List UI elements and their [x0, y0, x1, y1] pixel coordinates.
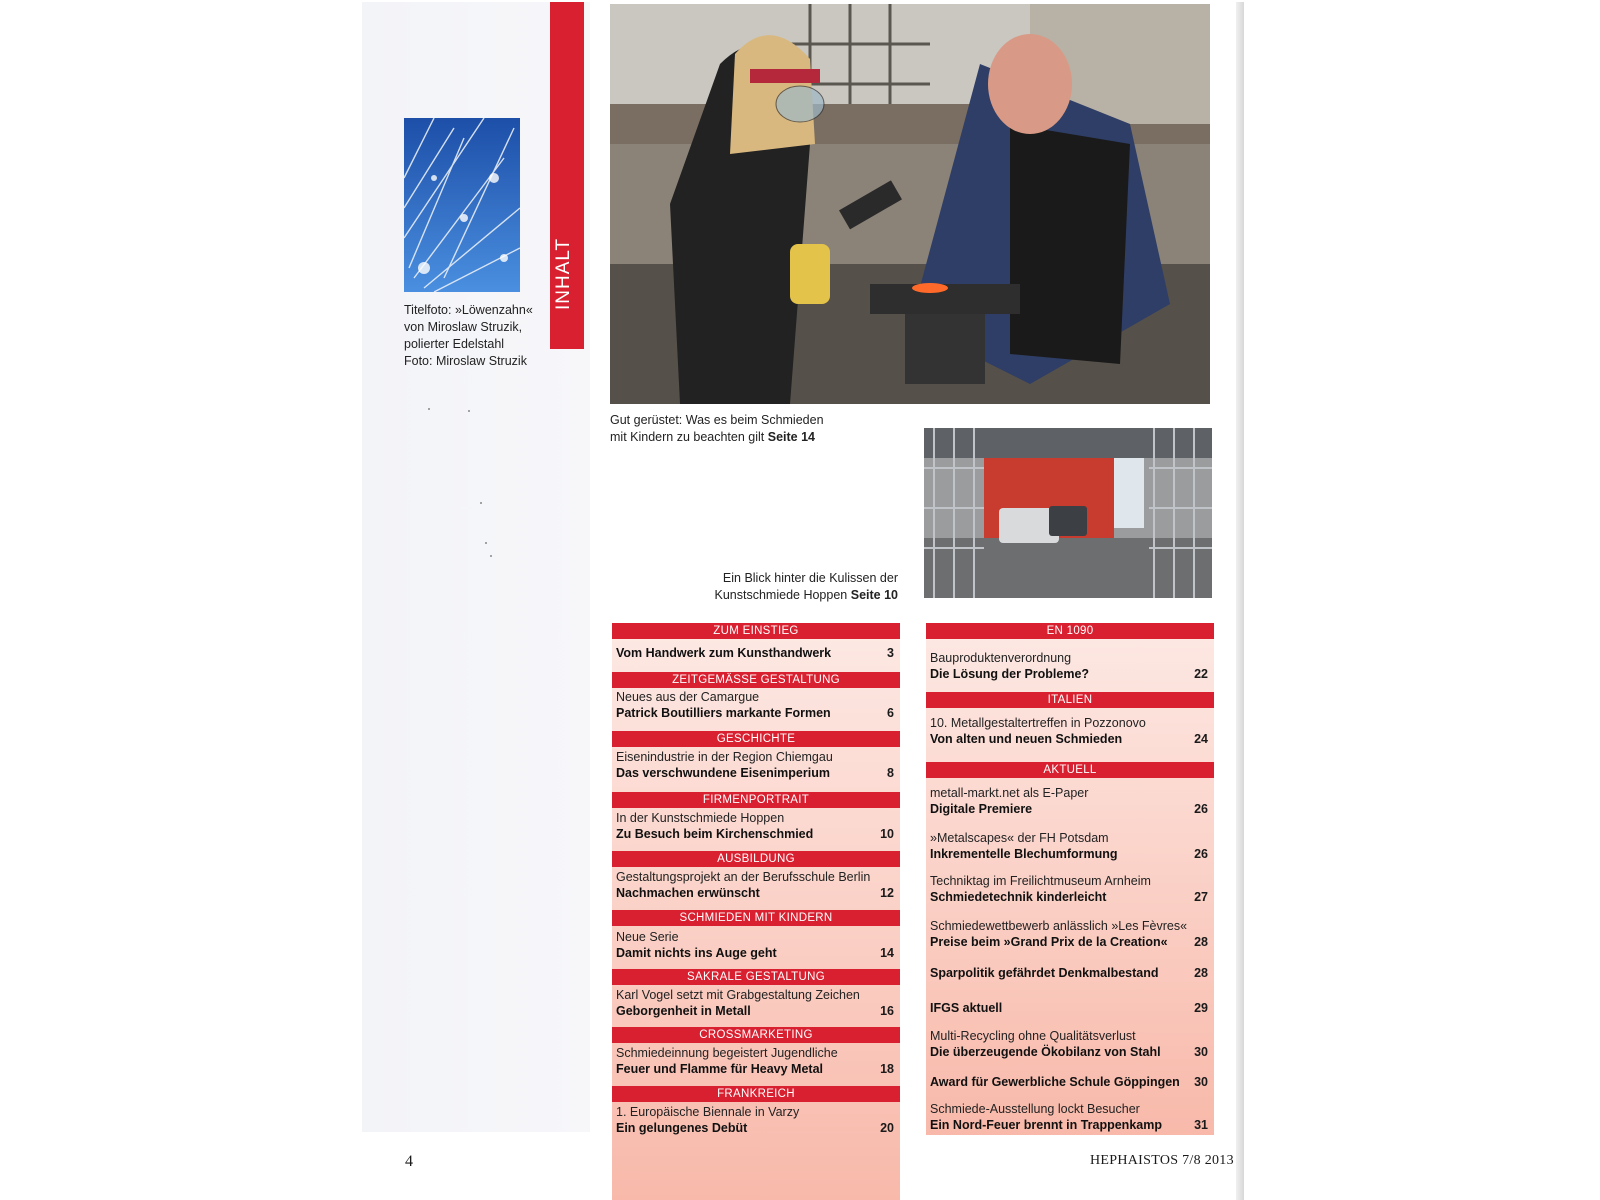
hoppen-caption-line [660, 587, 898, 604]
toc-entry-subtitle: Schmiedeinnung begeistert Jugendliche [616, 1046, 838, 1060]
toc-section-header: ZEITGEMÄSSE GESTALTUNG [612, 672, 900, 688]
toc-entry-subtitle: Schmiedewettbewerb anlässlich »Les Fèvres« [930, 919, 1188, 933]
toc-section-header: FIRMENPORTRAIT [612, 792, 900, 808]
toc-entry[interactable] [930, 965, 1210, 981]
toc-section-header: EN 1090 [926, 623, 1214, 639]
toc-entry-page: 26 [1194, 847, 1208, 861]
forging-caption-page: Seite 14 [767, 430, 816, 444]
forging-caption-line: Gut gerüstet: Was es beim Schmieden [610, 413, 824, 427]
toc-entry-page: 26 [1194, 802, 1208, 816]
toc-entry-page: 30 [1194, 1075, 1208, 1089]
toc-entry[interactable] [616, 810, 896, 842]
forging-photo-caption [610, 412, 910, 446]
toc-entry-subtitle: Neues aus der Camargue [616, 690, 760, 704]
toc-entry-title: Vom Handwerk zum Kunsthandwerk [616, 646, 832, 660]
toc-entry-page: 8 [887, 766, 894, 780]
toc-entry[interactable] [616, 645, 896, 661]
hoppen-photo-caption [660, 570, 898, 604]
toc-entry-title: IFGS aktuell [930, 1001, 1003, 1015]
cover-photo-caption [404, 302, 554, 370]
hoppen-caption-line: Ein Blick hinter die Kulissen der [722, 571, 898, 585]
scan-speck [480, 502, 482, 504]
toc-entry-subtitle: Schmiede-Ausstellung lockt Besucher [930, 1102, 1140, 1116]
toc-section-header: CROSSMARKETING [612, 1027, 900, 1043]
toc-section-header: AKTUELL [926, 762, 1214, 778]
cover-caption-line: polierter Edelstahl [404, 337, 505, 351]
scan-speck [428, 408, 430, 410]
toc-entry-title: Von alten und neuen Schmieden [930, 732, 1123, 746]
toc-section-header: GESCHICHTE [612, 731, 900, 747]
toc-entry[interactable] [616, 1104, 896, 1136]
toc-entry-title: Inkrementelle Blechumformung [930, 847, 1118, 861]
toc-entry[interactable] [616, 689, 896, 721]
toc-entry-title: Feuer und Flamme für Heavy Metal [616, 1062, 824, 1076]
toc-entry-title: Sparpolitik gefährdet Denkmalbestand [930, 966, 1159, 980]
scan-speck [490, 555, 492, 557]
toc-entry[interactable] [930, 785, 1210, 817]
toc-entry-subtitle: metall-markt.net als E-Paper [930, 786, 1089, 800]
toc-entry-subtitle: Neue Serie [616, 930, 679, 944]
toc-entry[interactable] [930, 873, 1210, 905]
toc-entry-title: Award für Gewerbliche Schule Göppingen [930, 1075, 1180, 1089]
toc-entry-title: Ein Nord-Feuer brennt in Trappenkamp [930, 1118, 1162, 1132]
publication-issue: HEPHAISTOS 7/8 2013 [1090, 1153, 1234, 1168]
toc-entry-subtitle: Eisenindustrie in der Region Chiemgau [616, 750, 833, 764]
toc-entry-title: Preise beim »Grand Prix de la Creation« [930, 935, 1168, 949]
toc-entry-page: 3 [887, 646, 894, 660]
toc-entry-page: 18 [880, 1062, 894, 1076]
toc-entry-subtitle: Techniktag im Freilichtmuseum Arnheim [930, 874, 1151, 888]
toc-entry-title: Ein gelungenes Debüt [616, 1121, 748, 1135]
hoppen-workshop-photo [924, 428, 1212, 598]
cover-caption-line: Foto: Miroslaw Struzik [404, 354, 527, 368]
page-edge-shadow [1236, 2, 1244, 1200]
toc-entry-page: 28 [1194, 935, 1208, 949]
toc-entry-title: Nachmachen erwünscht [616, 886, 760, 900]
toc-entry[interactable] [616, 929, 896, 961]
inhalt-label: INHALT [553, 237, 574, 310]
toc-entry[interactable] [930, 1028, 1210, 1060]
toc-section-header: FRANKREICH [612, 1086, 900, 1102]
forging-photo [610, 4, 1210, 404]
toc-entry-page: 12 [880, 886, 894, 900]
toc-entry-title: Das verschwundene Eisenimperium [616, 766, 830, 780]
toc-entry-page: 29 [1194, 1001, 1208, 1015]
toc-section-header: ITALIEN [926, 692, 1214, 708]
toc-entry-page: 31 [1194, 1118, 1208, 1132]
toc-entry-title: Damit nichts ins Auge geht [616, 946, 777, 960]
forging-caption-line [610, 429, 910, 446]
scan-speck [468, 410, 470, 412]
toc-entry[interactable] [930, 715, 1210, 747]
toc-entry-title: Zu Besuch beim Kirchenschmied [616, 827, 814, 841]
toc-entry[interactable] [930, 1074, 1210, 1090]
toc-entry-title: Die überzeugende Ökobilanz von Stahl [930, 1045, 1161, 1059]
toc-entry-page: 22 [1194, 667, 1208, 681]
toc-entry-subtitle: In der Kunstschmiede Hoppen [616, 811, 785, 825]
scan-speck [485, 542, 487, 544]
toc-entry-page: 27 [1194, 890, 1208, 904]
toc-entry-title: Schmiedetechnik kinderleicht [930, 890, 1107, 904]
toc-entry[interactable] [616, 987, 896, 1019]
toc-entry-page: 6 [887, 706, 894, 720]
toc-entry-title: Patrick Boutilliers markante Formen [616, 706, 831, 720]
toc-entry-page: 30 [1194, 1045, 1208, 1059]
toc-entry[interactable] [930, 830, 1210, 862]
toc-section-header: AUSBILDUNG [612, 851, 900, 867]
toc-entry-subtitle: Gestaltungsprojekt an der Berufsschule Berlin [616, 870, 871, 884]
toc-entry-subtitle: 1. Europäische Biennale in Varzy [616, 1105, 800, 1119]
toc-entry-page: 24 [1194, 732, 1208, 746]
cover-photo-dandelion [404, 118, 520, 292]
hoppen-caption-page: Seite 10 [850, 588, 898, 602]
toc-entry-page: 16 [880, 1004, 894, 1018]
cover-caption-line: Titelfoto: »Löwenzahn« [404, 303, 533, 317]
toc-section-header: ZUM EINSTIEG [612, 623, 900, 639]
toc-section-header: SCHMIEDEN MIT KINDERN [612, 910, 900, 926]
toc-entry[interactable] [930, 1000, 1210, 1016]
toc-column-left [612, 623, 900, 1200]
toc-entry-title: Digitale Premiere [930, 802, 1033, 816]
toc-entry-subtitle: 10. Metallgestaltertreffen in Pozzonovo [930, 716, 1146, 730]
toc-entry-subtitle: Multi-Recycling ohne Qualitätsverlust [930, 1029, 1136, 1043]
toc-entry-page: 28 [1194, 966, 1208, 980]
toc-entry-subtitle: Karl Vogel setzt mit Grabgestaltung Zeichen [616, 988, 860, 1002]
toc-entry-page: 20 [880, 1121, 894, 1135]
toc-entry[interactable] [616, 1045, 896, 1077]
toc-entry[interactable] [930, 650, 1210, 682]
toc-entry[interactable] [930, 918, 1210, 950]
toc-entry[interactable] [930, 1101, 1210, 1133]
hoppen-caption-text: Kunstschmiede Hoppen [714, 588, 848, 602]
toc-entry-subtitle: »Metalscapes« der FH Potsdam [930, 831, 1109, 845]
page-number: 4 [405, 1153, 413, 1170]
forging-caption-text: mit Kindern zu beachten gilt [610, 430, 765, 444]
toc-entry-title: Die Lösung der Probleme? [930, 667, 1090, 681]
toc-entry-page: 14 [880, 946, 894, 960]
toc-entry[interactable] [616, 749, 896, 781]
cover-caption-line: von Miroslaw Struzik, [404, 320, 523, 334]
toc-column-right [926, 623, 1214, 1135]
toc-section-header: SAKRALE GESTALTUNG [612, 969, 900, 985]
toc-entry-subtitle: Bauproduktenverordnung [930, 651, 1072, 665]
toc-entry-title: Geborgenheit in Metall [616, 1004, 751, 1018]
toc-entry-page: 10 [880, 827, 894, 841]
toc-entry[interactable] [616, 869, 896, 901]
